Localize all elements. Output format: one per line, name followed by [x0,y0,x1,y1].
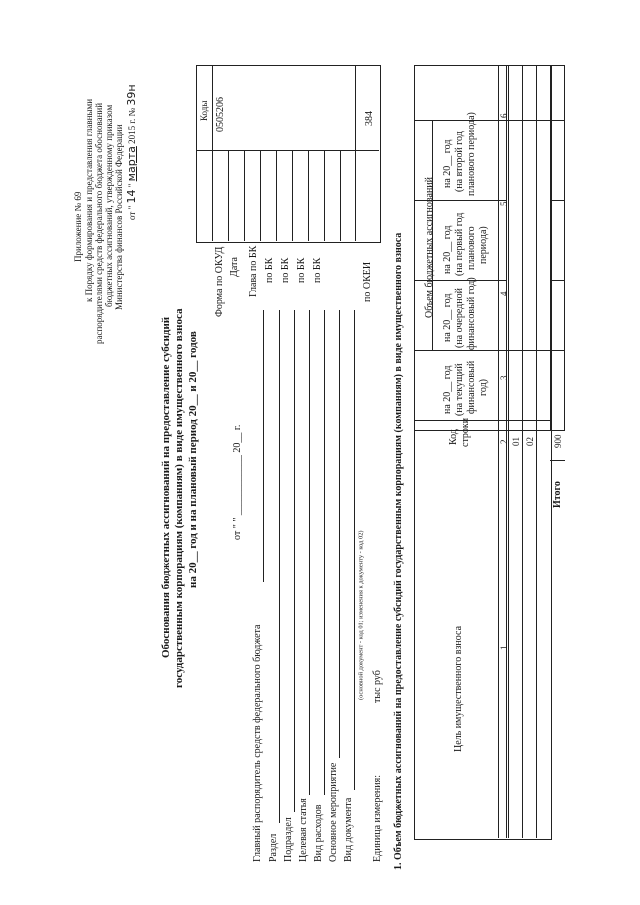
appendix-text-3: распорядителями средств федерального бюджета обоснований [94,102,104,344]
glava-label: Глава по БК [248,245,259,297]
col-y2-l4: периода) [478,226,489,264]
codes-header: Коды [199,100,209,121]
colnum-y0: 3 [499,375,509,380]
codes-box [196,65,381,243]
col-y3-l1: на 20__ год [442,139,453,188]
razdel-label: Раздел [268,833,279,862]
title-line-2: государственным корпорациям (компаниям) в виде имущественного взноса [173,308,185,688]
row-code-01: 01 [511,437,521,446]
title-line-3: на 20__ год и на плановый период 20__ и 20__ годов [187,331,199,588]
okud-label: Форма по ОКУД [214,246,225,317]
vid-dokumenta-label: Вид документа [343,797,354,862]
row-code-02: 02 [525,437,535,446]
appendix-to-order: к Порядку формирования и представления главными [84,98,94,302]
celevaya-label: Целевая статья [298,798,309,862]
osn-meropriyatie-underline [339,310,340,758]
colnum-code: 2 [499,439,509,444]
grbs-label: Главный распорядитель средств федерального бюджета [252,624,263,862]
col-y2-l2: (на первый год [454,212,465,276]
vid-dokumenta-underline [354,310,355,790]
okei-label: по ОКЕИ [362,261,373,302]
col-y2-l3: планового [466,226,477,270]
col-y0-l2: (на текущий [454,363,465,416]
col-y1-l1: на 20__ год [442,293,453,342]
title-line-1: Обоснования бюджетных ассигнований на предоставление субсидий [160,316,172,658]
col-volume-header: Объем бюджетных ассигнований [424,177,435,318]
section1-heading: 1. Объем бюджетных ассигнований на предоставление субсидий государственным корпорациям (компаниям) в виде имущественного взноса [393,232,404,870]
col-code-header-2: строки [460,417,471,447]
col-y0-l4: год) [478,379,489,396]
col-goal-header: Цель имущественного взноса [453,625,464,752]
form-date-line: от " " ____________ 20__ г. [232,424,243,540]
header-bottom-rule [414,430,550,431]
order-date-line: от " 14 " марта 2015 г. № 39н [125,84,138,220]
appendix-text-4: бюджетных ассигнований, утвержденному приказом [104,104,114,307]
osn-meropriyatie-label: Основное мероприятие [328,762,339,862]
colnum-y3: 6 [499,113,509,118]
col-y1-l3: финансовый год) [466,277,477,350]
date-suffix: 2015 г. № [127,107,137,144]
podrazdel-underline [294,310,295,812]
order-number: 39н [125,84,138,106]
col-y2-l1: на 20__ год [442,225,453,274]
vid-rashodov-underline [324,310,325,795]
grbs-underline [263,310,264,582]
po-bk-1: по БК [264,257,275,283]
podrazdel-label: Подраздел [283,817,294,862]
col-y3-l2: (на второй год [454,131,465,192]
razdel-underline [279,310,280,823]
unit-value: тыс руб [372,670,383,703]
po-bk-4: по БК [312,257,323,283]
col-y0-l1: на 20__ год [442,365,453,414]
total-label: Итого [552,481,563,508]
okud-code: 0505206 [215,97,226,132]
col-y3-l3: планового периода) [466,112,477,196]
date-prefix: от " [127,205,137,220]
order-month: марта [125,146,138,182]
po-bk-2: по БК [280,257,291,283]
colnum-y2: 5 [499,201,509,206]
date-label: Дата [229,257,240,277]
celevaya-underline [309,310,310,795]
appendix-text-5: Министерства финансов Российской Федерации [114,124,124,310]
po-bk-3: по БК [296,257,307,283]
unit-label: Единица измерения: [372,775,383,862]
total-code: 900 [553,434,563,448]
col-y0-l3: финансовый [466,360,477,414]
colnum-goal: 1 [499,645,509,650]
col-y1-l2: (на очередной [454,288,465,348]
vid-rashodov-label: Вид расходов [313,804,324,862]
order-day: 14 [125,189,138,204]
col-code-header-1: Код [448,429,459,445]
okei-code: 384 [364,111,375,126]
colnum-y1: 4 [499,291,509,296]
doc-type-hint: (основной документ - код 01; изменения к документу - код 02) [357,530,365,700]
appendix-number: Приложение № 69 [73,191,83,262]
